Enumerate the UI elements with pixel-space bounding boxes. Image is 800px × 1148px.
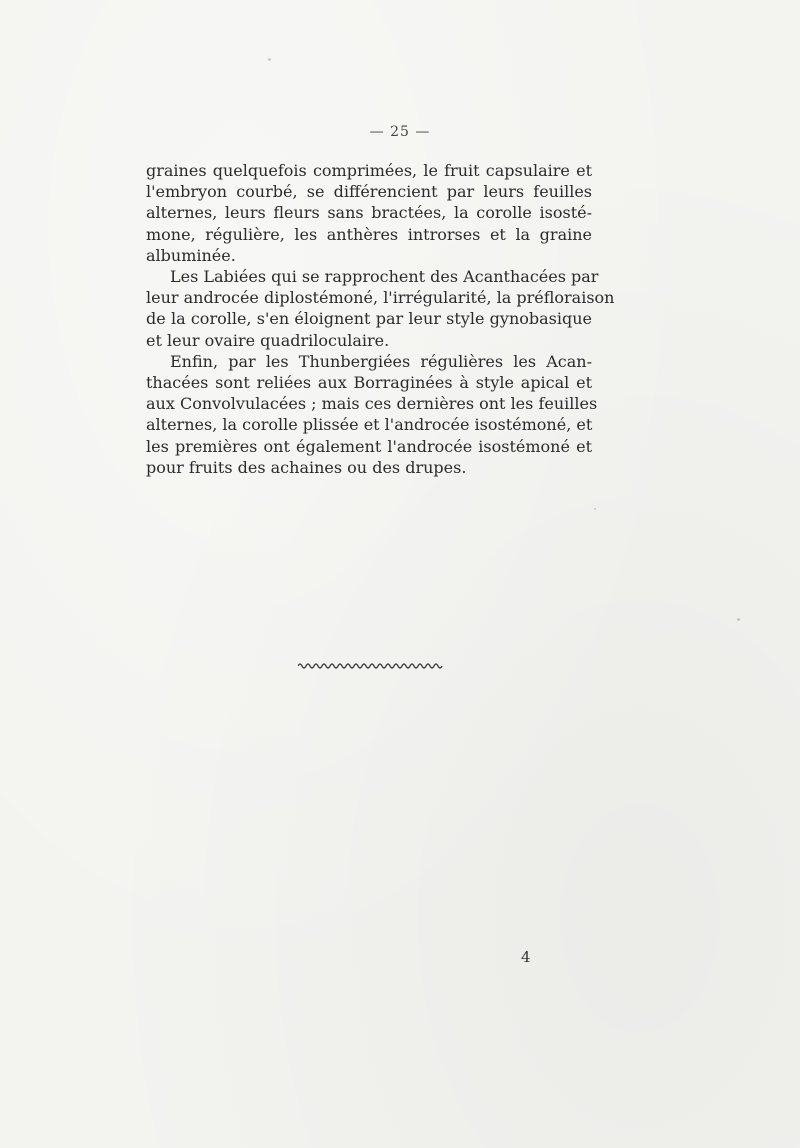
- text-line: l'embryon courbé, se différencient par leurs feuilles: [146, 182, 592, 202]
- text-line: Enfin, par les Thunbergiées régulières les Acan-: [170, 351, 592, 371]
- text-line: aux Convolvulacées ; mais ces dernières ont les feuilles: [146, 394, 598, 414]
- text-line: et leur ovaire quadriloculaire.: [146, 330, 390, 350]
- body-text: [146, 160, 615, 478]
- text-line: alternes, la corolle plissée et l'androcée isostémoné, et: [146, 415, 593, 435]
- paper-speck: [594, 508, 596, 510]
- text-line: albuminée.: [146, 245, 236, 265]
- wavy-line-ornament-icon: [298, 658, 444, 672]
- text-line: leur androcée diplostémoné, l'irrégularité, la préfloraison: [146, 288, 615, 308]
- text-line: alternes, leurs fleurs sans bractées, la corolle isosté-: [146, 203, 592, 223]
- text-line: Les Labiées qui se rapprochent des Acanthacées par: [170, 267, 599, 287]
- paper-speck: [268, 58, 271, 61]
- signature-mark: 4: [521, 948, 531, 966]
- text-line: de la corolle, s'en éloignent par leur style gynobasique: [146, 309, 592, 329]
- text-line: graines quelquefois comprimées, le fruit capsulaire et: [146, 161, 592, 180]
- text-line: pour fruits des achaines ou des drupes.: [146, 457, 467, 477]
- text-line: mone, régulière, les anthères introrses et la graine: [146, 224, 592, 244]
- text-line: thacées sont reliées aux Borraginées à style apical et: [146, 373, 592, 393]
- text-line: les premières ont également l'androcée isostémoné et: [146, 436, 592, 456]
- page-number: — 25 —: [369, 124, 431, 140]
- paper-speck: [737, 618, 740, 621]
